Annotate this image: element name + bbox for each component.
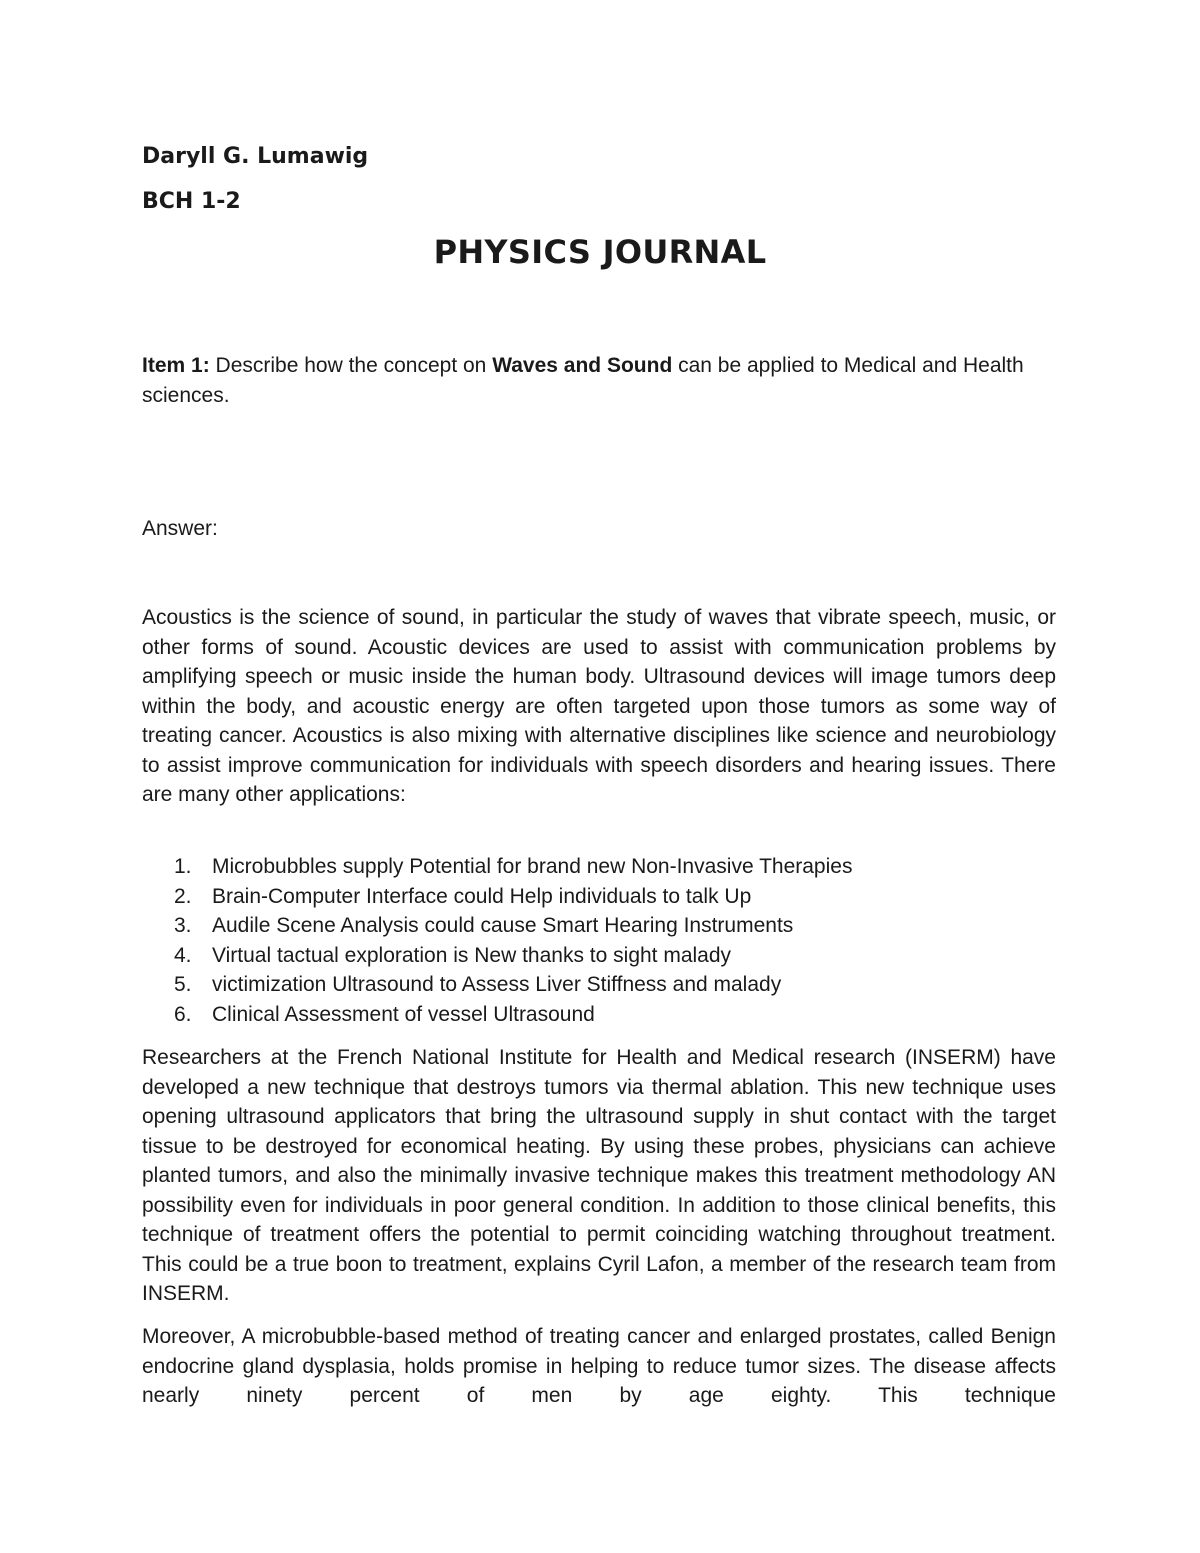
- list-item-text: Audile Scene Analysis could cause Smart Hearing Instruments: [212, 914, 794, 938]
- list-item: [142, 1000, 1056, 1030]
- list-item-number: 3.: [174, 914, 192, 938]
- question-text-after: can be applied to Medical and Health sciences.: [142, 354, 1024, 407]
- page-title: PHYSICS JOURNAL: [433, 233, 767, 271]
- list-item: [142, 941, 1056, 971]
- question-topic: Waves and Sound: [492, 354, 673, 377]
- list-item-number: 6.: [174, 1002, 192, 1026]
- question-item: [142, 351, 1056, 410]
- class-section: BCH 1-2: [142, 189, 241, 214]
- list-item-number: 2.: [174, 884, 192, 908]
- list-item-text: Microbubbles supply Potential for brand new Non-Invasive Therapies: [212, 855, 853, 878]
- list-item-number: 4.: [174, 943, 192, 967]
- list-item-text: Clinical Assessment of vessel Ultrasound: [212, 1002, 595, 1026]
- list-item-number: 5.: [174, 973, 192, 997]
- microbubble-paragraph: Moreover, A microbubble-based method of treating cancer and enlarged prostates, called Benign endocrine gland dysplasia, holds promise in helping to reduce tumor sizes. The disease affects nearly ninety percent of men by age eighty. This technique: [142, 1325, 1056, 1407]
- list-item-text: Virtual tactual exploration is New thanks to sight malady: [212, 943, 732, 967]
- inserm-paragraph: Researchers at the French National Institute for Health and Medical research (INSERM) have developed a new technique that destroys tumors via thermal ablation. This new technique uses opening ultrasound applicators that bring the ultrasound supply in shut contact with the target tissue to be destroyed for economical heating. By using these probes, physicians can achieve planted tumors, and also the minimally invasive technique makes this treatment methodology AN possibility even for individuals in poor general condition. In addition to those clinical benefits, this technique of treatment offers the potential to permit coinciding watching throughout treatment. This could be a true boon to treatment, explains Cyril Lafon, a member of the research team from INSERM.: [142, 1046, 1056, 1305]
- list-item-text: Brain-Computer Interface could Help individuals to talk Up: [212, 884, 752, 908]
- question-text-before: Describe how the concept on: [209, 354, 493, 377]
- list-item: [142, 852, 1056, 882]
- answer-label: Answer:: [142, 517, 218, 540]
- list-item: [142, 911, 1056, 941]
- list-item: [142, 882, 1056, 912]
- list-item: [142, 970, 1056, 1000]
- author-name: Daryll G. Lumawig: [142, 144, 369, 169]
- list-item-number: 1.: [174, 855, 192, 878]
- applications-list: [142, 852, 1056, 1030]
- answer-intro-paragraph: Acoustics is the science of sound, in particular the study of waves that vibrate speech, music, or other forms of sound. Acoustic devices are used to assist with communication problems by amplifying speech or music inside the human body. Ultrasound devices will image tumors deep within the body, and acoustic energy are often targeted upon those tumors as some way of treating cancer. Acoustics is also mixing with alternative disciplines like science and neurobiology to assist improve communication for individuals with speech disorders and hearing issues. There are many other applications:: [142, 606, 1056, 806]
- question-label: Item 1:: [142, 354, 210, 377]
- list-item-text: victimization Ultrasound to Assess Liver Stiffness and malady: [212, 973, 782, 997]
